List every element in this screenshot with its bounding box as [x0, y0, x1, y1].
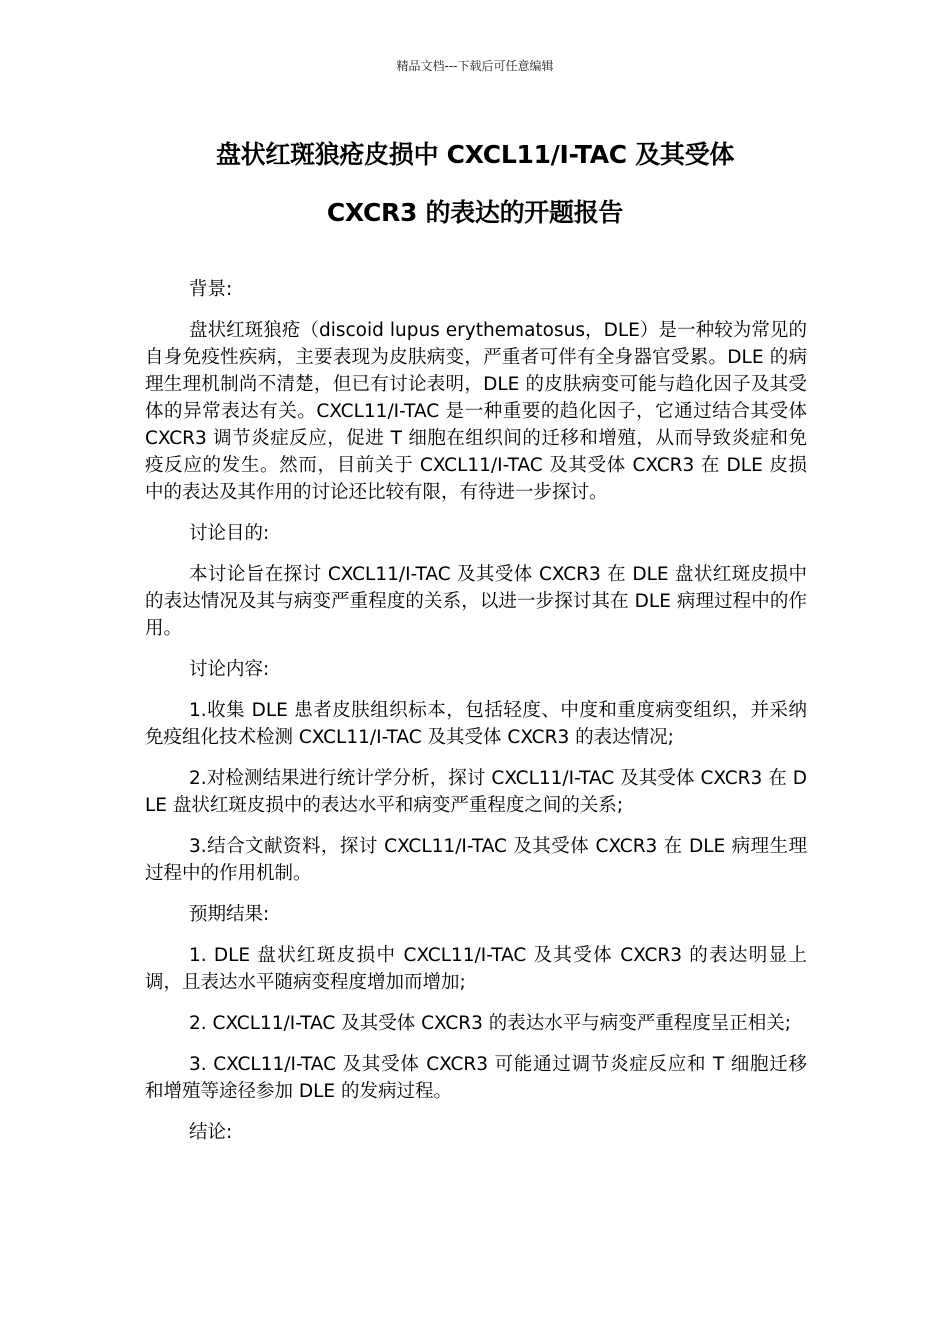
- header-note: 精品文档---下载后可任意编辑: [396, 59, 554, 73]
- content-heading: 讨论内容:: [189, 659, 270, 680]
- document-body: [145, 276, 807, 1160]
- expected-item-1: 1. DLE 盘状红斑皮损中 CXCL11/I-TAC 及其受体 CXCR3 的表达明显上调，且表达水平随病变程度增加而增加;: [145, 945, 807, 993]
- content-item-3: 3.结合文献资料，探讨 CXCL11/I-TAC 及其受体 CXCR3 在 DLE 病理生理过程中的作用机制。: [145, 836, 807, 884]
- conclusion-heading: 结论:: [189, 1122, 233, 1143]
- background-heading: 背景:: [189, 279, 233, 300]
- content-item-2: 2.对检测结果进行统计学分析，探讨 CXCL11/I-TAC 及其受体 CXCR3 在 DLE 盘状红斑皮损中的表达水平和病变严重程度之间的关系;: [145, 768, 807, 816]
- content-item-1: 1.收集 DLE 患者皮肤组织标本，包括轻度、中度和重度病变组织，并采纳免疫组化技术检测 CXCL11/I-TAC 及其受体 CXCR3 的表达情况;: [145, 700, 807, 748]
- expected-item-3: 3. CXCL11/I-TAC 及其受体 CXCR3 可能通过调节炎症反应和 T 细胞迁移和增殖等途径参加 DLE 的发病过程。: [145, 1054, 807, 1102]
- background-paragraph: 盘状红斑狼疮（discoid lupus erythematosus，DLE）是一种较为常见的自身免疫性疾病，主要表现为皮肤病变，严重者可伴有全身器官受累。DLE 的病理生理机制尚不清楚，但已有讨论表明，DLE 的皮肤病变可能与趋化因子及其受体的异常表达有关。CXCL11/I-TAC 是一种重要的趋化因子，它通过结合其受体 CXCR3 调节炎症反应，促进 T 细胞在组织间的迁移和增殖，从而导致炎症和免疫反应的发生。然而，目前关于 CXCL11/I-TAC 及其受体 CXCR3 在 DLE 皮损中的表达及其作用的讨论还比较有限，有待进一步探讨。: [145, 320, 807, 503]
- purpose-paragraph: 本讨论旨在探讨 CXCL11/I-TAC 及其受体 CXCR3 在 DLE 盘状红斑皮损中的表达情况及其与病变严重程度的关系，以进一步探讨其在 DLE 病理过程中的作用。: [145, 564, 807, 639]
- expected-heading: 预期结果:: [189, 904, 270, 925]
- purpose-heading: 讨论目的:: [189, 523, 270, 544]
- document-title-line-2: CXCR3 的表达的开题报告: [326, 198, 624, 227]
- expected-item-2: 2. CXCL11/I-TAC 及其受体 CXCR3 的表达水平与病变严重程度呈正相关;: [189, 1013, 791, 1034]
- document-title-line-1: 盘状红斑狼疮皮损中 CXCL11/I-TAC 及其受体: [215, 140, 735, 169]
